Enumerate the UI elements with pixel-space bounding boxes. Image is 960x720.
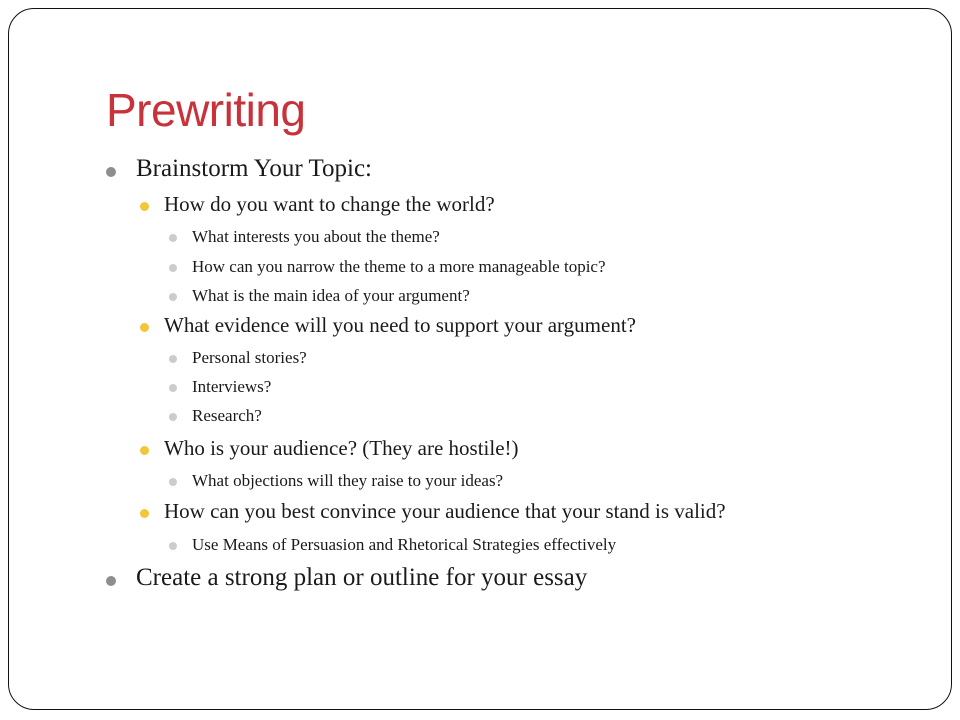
bullet-dot-icon (106, 576, 116, 586)
bullet-dot-icon (169, 293, 177, 301)
bullet-dot-icon (169, 264, 177, 272)
bullet-dot-icon (169, 413, 177, 421)
bullet-item-level-3: Interviews? (192, 377, 272, 396)
bullet-dot-icon (140, 202, 149, 211)
bullet-item-level-3: What is the main idea of your argument? (192, 286, 470, 305)
bullet-dot-icon (106, 167, 116, 177)
bullet-item-level-3: How can you narrow the theme to a more manageable topic? (192, 257, 606, 276)
bullet-dot-icon (140, 509, 149, 518)
bullet-item-level-2: How can you best convince your audience that your stand is valid? (164, 499, 726, 523)
bullet-item-level-1: Brainstorm Your Topic: (136, 155, 372, 182)
bullet-dot-icon (140, 323, 149, 332)
bullet-dot-icon (140, 446, 149, 455)
bullet-item-level-2: How do you want to change the world? (164, 192, 495, 216)
bullet-item-level-3: What objections will they raise to your ideas? (192, 471, 504, 490)
bullet-dot-icon (169, 355, 177, 363)
bullet-item-level-3: Personal stories? (192, 348, 307, 367)
bullet-item-level-2: What evidence will you need to support your argument? (164, 313, 636, 337)
bullet-dot-icon (169, 234, 177, 242)
slide-title: Prewriting (106, 84, 306, 136)
bullet-item-level-3: Research? (192, 406, 262, 425)
bullet-item-level-3: Use Means of Persuasion and Rhetorical Strategies effectively (192, 535, 617, 554)
bullet-item-level-1: Create a strong plan or outline for your essay (136, 564, 588, 591)
bullet-dot-icon (169, 384, 177, 392)
bullet-dot-icon (169, 478, 177, 486)
bullet-dot-icon (169, 542, 177, 550)
bullet-item-level-3: What interests you about the theme? (192, 227, 440, 246)
bullet-item-level-2: Who is your audience? (They are hostile!) (164, 436, 519, 460)
